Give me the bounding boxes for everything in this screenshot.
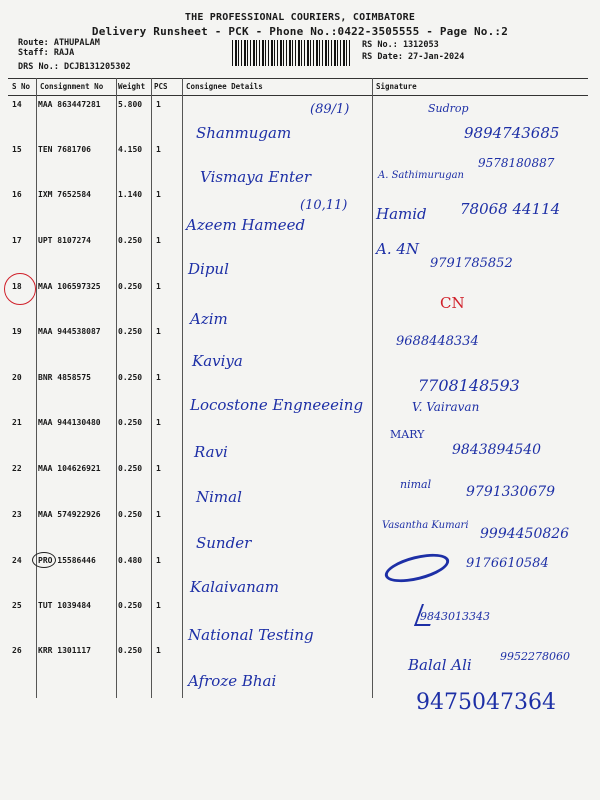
handwritten-phone: 9688448334 bbox=[396, 334, 479, 349]
handwritten-signature: Balal Ali bbox=[408, 656, 472, 674]
row-sno: 24 bbox=[12, 556, 22, 565]
handwritten-name: Locostone Engneeeing bbox=[190, 396, 364, 414]
row-pcs: 1 bbox=[156, 236, 161, 245]
row-sno: 18 bbox=[12, 282, 22, 291]
handwritten-name: Azim bbox=[190, 310, 228, 328]
row-sno: 20 bbox=[12, 373, 22, 382]
row-consignment: TUT 1039484 bbox=[38, 601, 91, 610]
handwritten-phone: 9843013343 bbox=[420, 610, 490, 623]
red-circle-mark bbox=[4, 273, 36, 305]
row-consignment: BNR 4858575 bbox=[38, 373, 91, 382]
row-consignment: MAA 104626921 bbox=[38, 464, 101, 473]
row-weight: 0.250 bbox=[118, 236, 143, 245]
column-divider bbox=[151, 78, 152, 698]
row-consignment: UPT 8107274 bbox=[38, 236, 91, 245]
row-weight: 5.800 bbox=[118, 100, 143, 109]
consignment-circle-mark bbox=[32, 552, 56, 568]
row-weight: 0.250 bbox=[118, 418, 143, 427]
rs-number: RS No.: 1312053 bbox=[362, 40, 439, 50]
company-title: THE PROFESSIONAL COURIERS, COIMBATORE bbox=[184, 12, 416, 23]
row-consignment: KRR 1301117 bbox=[38, 646, 91, 655]
col-consignment: Consignment No bbox=[40, 82, 104, 91]
row-weight: 4.150 bbox=[118, 145, 143, 154]
column-divider bbox=[182, 78, 183, 698]
row-pcs: 1 bbox=[156, 100, 161, 109]
signature-scribble bbox=[382, 548, 452, 587]
row-pcs: 1 bbox=[156, 282, 161, 291]
handwritten-signature: Hamid bbox=[376, 205, 427, 223]
row-weight: 0.250 bbox=[118, 282, 143, 291]
row-sno: 22 bbox=[12, 464, 22, 473]
handwritten-note: (89/1) bbox=[310, 102, 350, 117]
handwritten-phone: 9843894540 bbox=[452, 442, 542, 458]
row-pcs: 1 bbox=[156, 327, 161, 336]
col-consignee: Consignee Details bbox=[186, 82, 263, 91]
row-pcs: 1 bbox=[156, 418, 161, 427]
row-consignment: MAA 106597325 bbox=[38, 282, 101, 291]
handwritten-phone: 78068 44114 bbox=[460, 200, 561, 218]
row-pcs: 1 bbox=[156, 373, 161, 382]
row-weight: 0.250 bbox=[118, 464, 143, 473]
handwritten-name: Sunder bbox=[196, 534, 252, 552]
handwritten-name: Vismaya Enter bbox=[200, 168, 312, 186]
row-consignment: PRO 15586446 bbox=[38, 556, 96, 565]
row-sno: 26 bbox=[12, 646, 22, 655]
column-divider bbox=[372, 78, 373, 698]
column-divider bbox=[36, 78, 37, 698]
handwritten-phone: 9994450826 bbox=[480, 526, 570, 542]
handwritten-name: Nimal bbox=[196, 488, 242, 506]
row-weight: 0.250 bbox=[118, 646, 143, 655]
column-divider bbox=[116, 78, 117, 698]
row-weight: 1.140 bbox=[118, 190, 143, 199]
handwritten-phone: 9578180887 bbox=[478, 156, 555, 170]
drs-number: DRS No.: DCJB131205302 bbox=[18, 62, 131, 72]
handwritten-signature: Sudrop bbox=[428, 102, 469, 115]
col-signature: Signature bbox=[376, 82, 417, 91]
runsheet-title: Delivery Runsheet - PCK - Phone No.:0422-3505555 - Page No.:2 bbox=[91, 25, 509, 38]
handwritten-name: Kaviya bbox=[192, 352, 243, 370]
row-pcs: 1 bbox=[156, 556, 161, 565]
handwritten-phone: 9894743685 bbox=[464, 124, 560, 142]
handwritten-signature: A. 4N bbox=[376, 240, 420, 258]
row-consignment: MAA 863447281 bbox=[38, 100, 101, 109]
row-consignment: MAA 574922926 bbox=[38, 510, 101, 519]
row-weight: 0.250 bbox=[118, 510, 143, 519]
handwritten-signature: V. Vairavan bbox=[412, 400, 480, 414]
handwritten-cn-mark: CN bbox=[440, 294, 465, 312]
row-sno: 25 bbox=[12, 601, 22, 610]
handwritten-signature: A. Sathimurugan bbox=[378, 170, 464, 181]
row-consignment: IXM 7652584 bbox=[38, 190, 91, 199]
handwritten-name: Azeem Hameed bbox=[186, 216, 306, 234]
handwritten-signature: nimal bbox=[400, 478, 432, 491]
row-pcs: 1 bbox=[156, 190, 161, 199]
handwritten-name: Shanmugam bbox=[196, 124, 292, 142]
col-sno: S No bbox=[12, 82, 31, 91]
handwritten-phone: 9475047364 bbox=[416, 690, 556, 715]
handwritten-signature: MARY bbox=[390, 428, 425, 441]
table-header bbox=[8, 78, 588, 96]
row-sno: 14 bbox=[12, 100, 22, 109]
row-pcs: 1 bbox=[156, 510, 161, 519]
row-sno: 15 bbox=[12, 145, 22, 154]
handwritten-phone: 7708148593 bbox=[418, 376, 520, 395]
row-weight: 0.480 bbox=[118, 556, 143, 565]
handwritten-name: National Testing bbox=[188, 626, 314, 644]
handwritten-name: Afroze Bhai bbox=[188, 672, 277, 690]
row-pcs: 1 bbox=[156, 464, 161, 473]
row-sno: 19 bbox=[12, 327, 22, 336]
handwritten-phone: 9791785852 bbox=[430, 256, 513, 271]
handwritten-name: Kalaivanam bbox=[190, 578, 279, 596]
row-consignment: TEN 7681706 bbox=[38, 145, 91, 154]
handwritten-phone: 9791330679 bbox=[466, 484, 556, 500]
row-weight: 0.250 bbox=[118, 327, 143, 336]
row-pcs: 1 bbox=[156, 145, 161, 154]
staff-label: Staff: RAJA bbox=[18, 48, 75, 58]
row-sno: 17 bbox=[12, 236, 22, 245]
handwritten-phone: 9952278060 bbox=[500, 650, 570, 663]
route-label: Route: ATHUPALAM bbox=[18, 38, 100, 48]
row-consignment: MAA 944130480 bbox=[38, 418, 101, 427]
col-weight: Weight bbox=[118, 82, 146, 91]
row-pcs: 1 bbox=[156, 646, 161, 655]
row-sno: 21 bbox=[12, 418, 22, 427]
row-pcs: 1 bbox=[156, 601, 161, 610]
row-sno: 23 bbox=[12, 510, 22, 519]
handwritten-name: Dipul bbox=[188, 260, 229, 278]
col-pcs: PCS bbox=[154, 82, 168, 91]
handwritten-signature: Vasantha Kumari bbox=[382, 520, 469, 531]
handwritten-note: (10,11) bbox=[300, 198, 348, 213]
row-consignment: MAA 944538087 bbox=[38, 327, 101, 336]
row-weight: 0.250 bbox=[118, 601, 143, 610]
handwritten-phone: 9176610584 bbox=[466, 556, 549, 571]
row-weight: 0.250 bbox=[118, 373, 143, 382]
barcode bbox=[232, 40, 352, 66]
row-sno: 16 bbox=[12, 190, 22, 199]
rs-date: RS Date: 27-Jan-2024 bbox=[362, 52, 465, 62]
handwritten-name: Ravi bbox=[194, 443, 228, 461]
